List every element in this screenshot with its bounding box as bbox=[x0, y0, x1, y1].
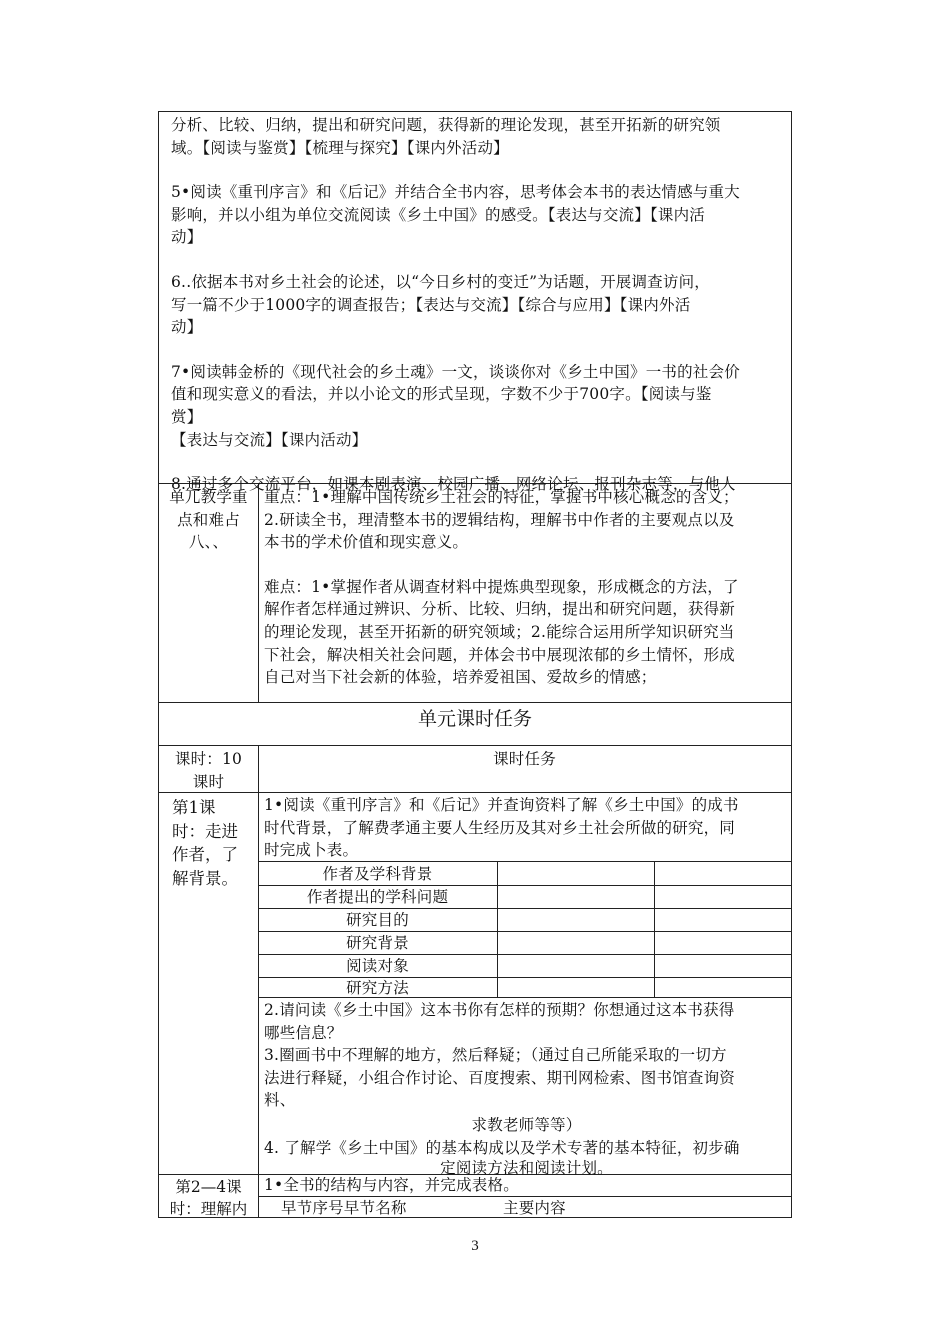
text-line: 4. 了解学《乡土中国》的基本构成以及学术专著的基本特征，初步确 bbox=[264, 1138, 740, 1157]
lesson1-intro bbox=[264, 794, 789, 862]
text-line: 求教老师等等） bbox=[471, 1115, 582, 1134]
inner-table-row-label: 研究背景 bbox=[346, 934, 409, 952]
task-header: 课时任务 bbox=[493, 750, 556, 768]
inner-table-col bbox=[654, 861, 655, 997]
inner-table-row-label: 研究目的 bbox=[346, 911, 409, 929]
key-points-content bbox=[264, 486, 789, 689]
table-border-top bbox=[158, 111, 792, 112]
inner-table-row-label: 作者提出的学科问题 bbox=[306, 888, 449, 906]
text-line: 解作者怎样通过辨识、分析、比较、归纳，提出和研究问题，获得新 bbox=[264, 600, 736, 619]
text-line: 3.圈画书中不理解的地方，然后释疑；（通过自己所能采取的一切方 bbox=[264, 1046, 727, 1065]
hours-label: 课时：10 课时 bbox=[174, 750, 243, 791]
row-divider bbox=[158, 702, 792, 703]
text-line: 本书的学术价值和现实意义。 bbox=[264, 533, 469, 552]
text-line: 的理论发现，甚至开拓新的研究领域；2.能综合运用所学知识研究当 bbox=[264, 622, 735, 641]
inner-table-row-label: 阅读对象 bbox=[346, 957, 409, 975]
text-line: 【表达与交流】【课内活动】 bbox=[171, 430, 368, 449]
text-line: 5•阅读《重刊序言》和《后记》并结合全书内容，思考体会本书的表达情感与重大 bbox=[171, 183, 740, 202]
table-border-left bbox=[158, 111, 159, 1218]
lesson2-task: 1•全书的结构与内容，并完成表格。 bbox=[264, 1176, 519, 1194]
text-line: 哪些信息？ bbox=[264, 1023, 343, 1042]
column-divider bbox=[258, 483, 259, 702]
text-line: 难点：1•掌握作者从调查材料中提炼典型现象，形成概念的方法，了 bbox=[264, 577, 739, 596]
lesson1-tasks bbox=[264, 999, 789, 1177]
table-border-right bbox=[791, 111, 792, 1218]
text-line: 下社会，解决相关社会问题，并体会书中展现浓郁的乡土情怀，形成 bbox=[264, 645, 736, 664]
text-line: 写一篇不少于1000字的调查报告；【表达与交流】【综合与应用】【课内外活 bbox=[171, 295, 691, 314]
text-line: 值和现实意义的看法，并以小论文的形式呈现，字数不少于700字。【阅读与鉴 bbox=[171, 385, 712, 404]
lesson1-label: 第1课 时：走进 作者，了 解背景。 bbox=[172, 798, 238, 888]
activities-block bbox=[171, 114, 791, 496]
text-line: 赏】 bbox=[171, 407, 203, 426]
inner-table-line bbox=[258, 908, 791, 909]
text-line: 料、 bbox=[264, 1091, 296, 1110]
text-line: 分析、比较、归纳，提出和研究问题，获得新的理论发现，甚至开拓新的研究领 bbox=[171, 116, 721, 134]
text-line: 定阅读方法和阅读计划。 bbox=[440, 1159, 613, 1178]
text-line: 1•阅读《重刊序言》和《后记》并查询资料了解《乡土中国》的成书 bbox=[264, 796, 739, 814]
text-line: 8.通过多个交流平台，如课本剧表演、校园广播、网络论坛、报刊杂志等，与他人 bbox=[171, 475, 736, 494]
page-number: 3 bbox=[471, 1238, 479, 1254]
text-line: 7•阅读韩金桥的《现代社会的乡土魂》一文，谈谈你对《乡土中国》一书的社会价 bbox=[171, 362, 740, 381]
text-line: 2.研读全书，理清整本书的逻辑结构，理解书中作者的主要观点以及 bbox=[264, 510, 735, 529]
text-line: 自己对当下社会新的体验，培养爱祖国、爱故乡的情感； bbox=[264, 668, 657, 687]
lesson2-table-col-content: 主要内容 bbox=[503, 1199, 566, 1217]
key-points-label: 单兀教学重 点和难占 八、、 bbox=[169, 488, 248, 552]
text-line: 时代背景，了解费孝通主要人生经历及其对乡土社会所做的研究，同 bbox=[264, 818, 736, 837]
row-divider bbox=[258, 1196, 791, 1197]
section-title: 单元课时任务 bbox=[417, 708, 532, 730]
lesson2-table-col-title: 早节序号早节名称 bbox=[281, 1199, 407, 1217]
inner-table-col bbox=[497, 861, 498, 997]
inner-table-row-label: 研究方法 bbox=[346, 979, 409, 997]
inner-table-line bbox=[258, 954, 791, 955]
text-line: 域。【阅读与鉴赏】【梳理与探究】【课内外活动】 bbox=[171, 138, 509, 157]
lesson2-label: 第2—4课 时：理解内 bbox=[169, 1178, 248, 1218]
text-line: 动】 bbox=[171, 228, 203, 247]
text-line: 影响，并以小组为单位交流阅读《乡土中国》的感受。【表达与交流】【课内活 bbox=[171, 205, 706, 224]
inner-table-row-label: 作者及学科背景 bbox=[322, 865, 433, 883]
text-line: 时完成卜表。 bbox=[264, 841, 359, 860]
inner-table-line bbox=[258, 931, 791, 932]
inner-table-line bbox=[258, 885, 791, 886]
text-line: 2.请问读《乡土中国》这本书你有怎样的预期？你想通过这本书获得 bbox=[264, 1001, 735, 1019]
row-divider bbox=[158, 745, 792, 746]
text-line: 6..依据本书对乡土社会的论述，以“今日乡村的变迁”为话题，开展调查访问， bbox=[171, 272, 710, 291]
text-line: 重点：1•理解中国传统乡土社会的特征，掌握书中核心概念的含义； bbox=[264, 488, 739, 506]
text-line: 动】 bbox=[171, 318, 203, 337]
text-line: 法进行释疑，小组合作讨论、百度搜索、期刊网检索、图书馆查询资 bbox=[264, 1068, 736, 1087]
